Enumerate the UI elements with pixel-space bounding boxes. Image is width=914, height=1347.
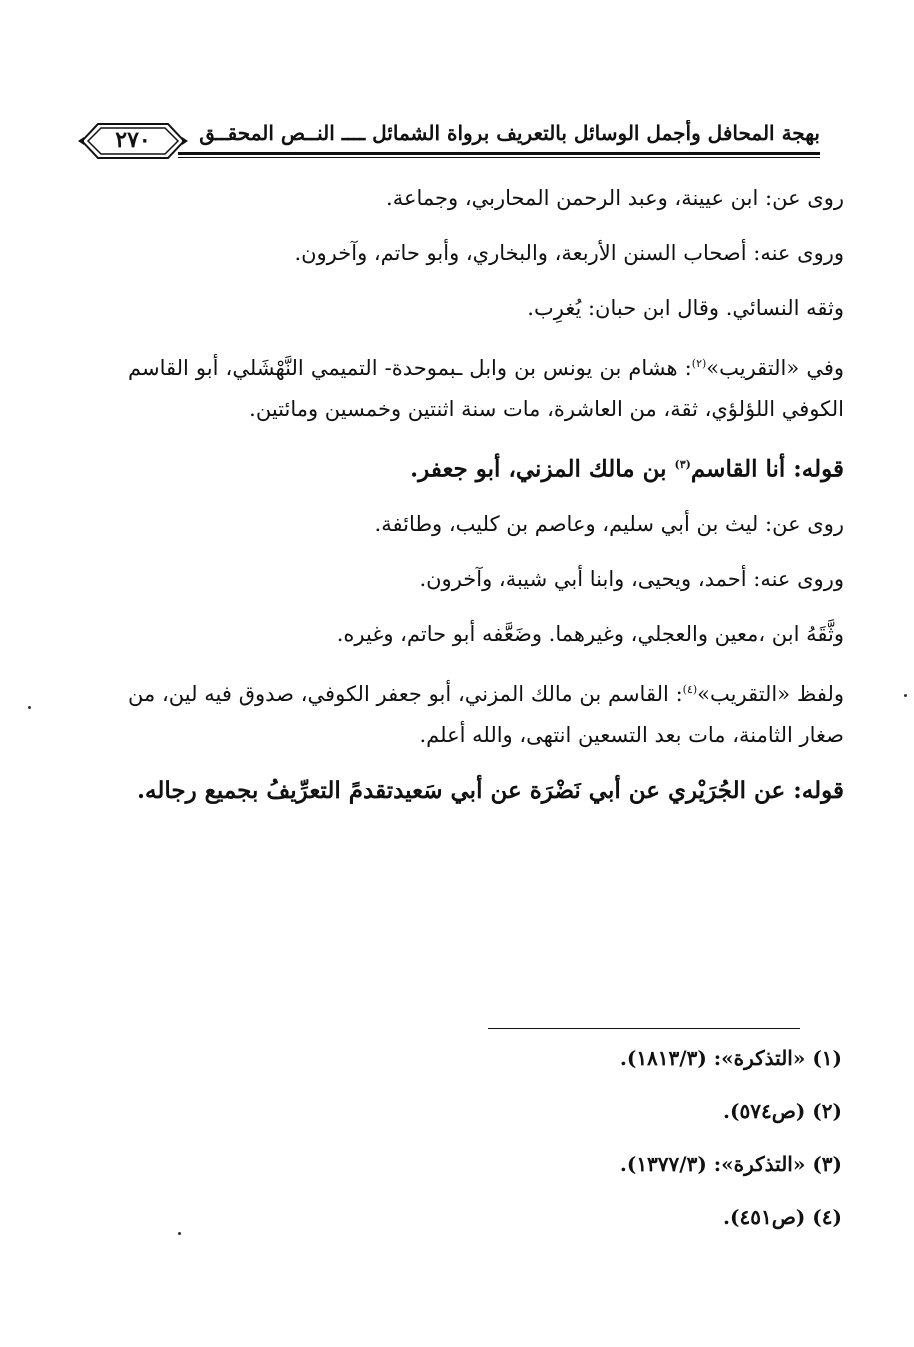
page-number-badge [78, 118, 188, 164]
footnote-4: (٤) (ص٤٥١). [723, 1205, 842, 1229]
paragraph-qasim-narrators-to: وروى عنه: أحمد، ويحيى، وابنا أبي شيبة، وآخرون. [419, 566, 844, 591]
scan-speck [904, 694, 907, 697]
paragraph-taqrib-quote: وفي «التقريب»$^{(٢)}$: هشام بن يونس بن وابل ـبموحدة- التميمي النَّهْشَلي، أبو القاسم الكوفي اللؤلؤي، ثقة، من العاشرة، مات سنة اثنتين وخمسين ومائتين. [128, 356, 844, 421]
header-rule [178, 152, 820, 155]
scan-speck [178, 1232, 181, 1235]
page-number: ٢٧٠ [115, 127, 151, 153]
paragraph-qasim-narrators-from: روى عن: ليث بن أبي سليم، وعاصم بن كليب، وطائفة. [374, 511, 844, 536]
header-rule-thin [178, 157, 820, 158]
paragraph-grading: وثقه النسائي. وقال ابن حبان: يُغرِب. [527, 296, 844, 320]
paragraph-narrators-to: وروى عنه: أصحاب السنن الأربعة، والبخاري، وأبو حاتم، وآخرون. [294, 241, 844, 265]
page-header [78, 118, 820, 166]
footnote-separator [488, 1028, 800, 1029]
footnote-marker: (٣) [674, 458, 691, 471]
heading-qawluhu-jurayri: قوله: عن الجُرَيْري عن أبي نَضْرَة عن أبي سَعيدتقدمً التعرِّيفُ بجميع رجاله. [137, 776, 844, 804]
footnote-1: (١) «التذكرة»: (١٨١٣/٣). [619, 1046, 842, 1070]
heading-qawluhu-qasim: قوله: أنا القاسم$^{(٣)}$ بن مالك المزني، أبو جعفر. [410, 455, 844, 483]
footnote-2: (٢) (ص٥٧٤). [723, 1099, 842, 1123]
main-text [128, 178, 844, 825]
footnote-marker: (٢) [691, 357, 707, 370]
footnotes [142, 1044, 842, 1256]
paragraph-narrators-from: روى عن: ابن عيينة، وعبد الرحمن المحاربي، وجماعة. [386, 186, 844, 210]
paragraph-qasim-taqrib: ولفظ «التقريب»$^{(٤)}$: القاسم بن مالك المزني، أبو جعفر الكوفي، صدوق فيه لين، من صغار الثامنة، مات بعد التسعين انتهى، والله أعلم. [128, 681, 844, 747]
paragraph-qasim-grading: وثَّقَهُ ابن ،معين والعجلي، وغيرهما. وضَعَّفه أبو حاتم، وغيره. [336, 621, 844, 646]
scan-speck [28, 706, 31, 709]
footnote-marker: (٤) [682, 682, 698, 696]
footnote-3: (٣) «التذكرة»: (١٣٧٧/٣). [619, 1152, 842, 1176]
running-header-title: بهجة المحافل وأجمل الوسائل بالتعريف برواة الشمائل ــــ النــص المحقــق [199, 121, 820, 145]
